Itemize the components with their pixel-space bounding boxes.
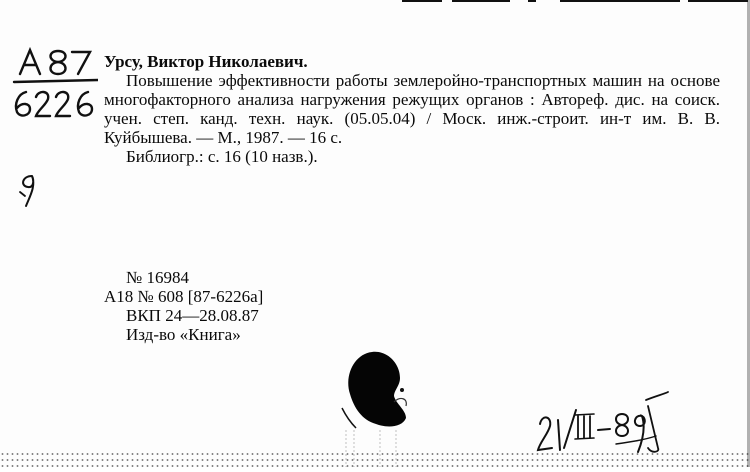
bibliography-note: Библиогр.: с. 16 (10 назв.). [126,147,318,166]
vkp-number: ВКП 24—28.08.87 [126,306,259,325]
handwritten-mark [14,172,44,217]
card-top-edge [0,0,750,6]
work-title: Повышение эффективности работы землеройно-транспортных машин на основе многофакторного анализа нагружения режущих органов : Автореф. дис. на соиск. учен. степ. канд. техн. наук. (05.05.04) / Моск. инж.-строит. ин-т им. В. В. Куйбышева. — М., 1987. — 16 с. [104,71,720,147]
card-bottom-edge [0,451,750,467]
card-metadata [104,268,263,344]
handwritten-date-signature [530,386,670,461]
publisher-line: Изд-во «Книга» [126,325,241,344]
author-name: Урсу, Виктор Николаевич. [104,52,308,71]
handwritten-shelfmark [8,46,98,122]
bibliographic-entry [104,52,720,166]
registration-number: А18 № 608 [87-6226а] [104,287,264,306]
card-number: № 16984 [126,268,189,287]
